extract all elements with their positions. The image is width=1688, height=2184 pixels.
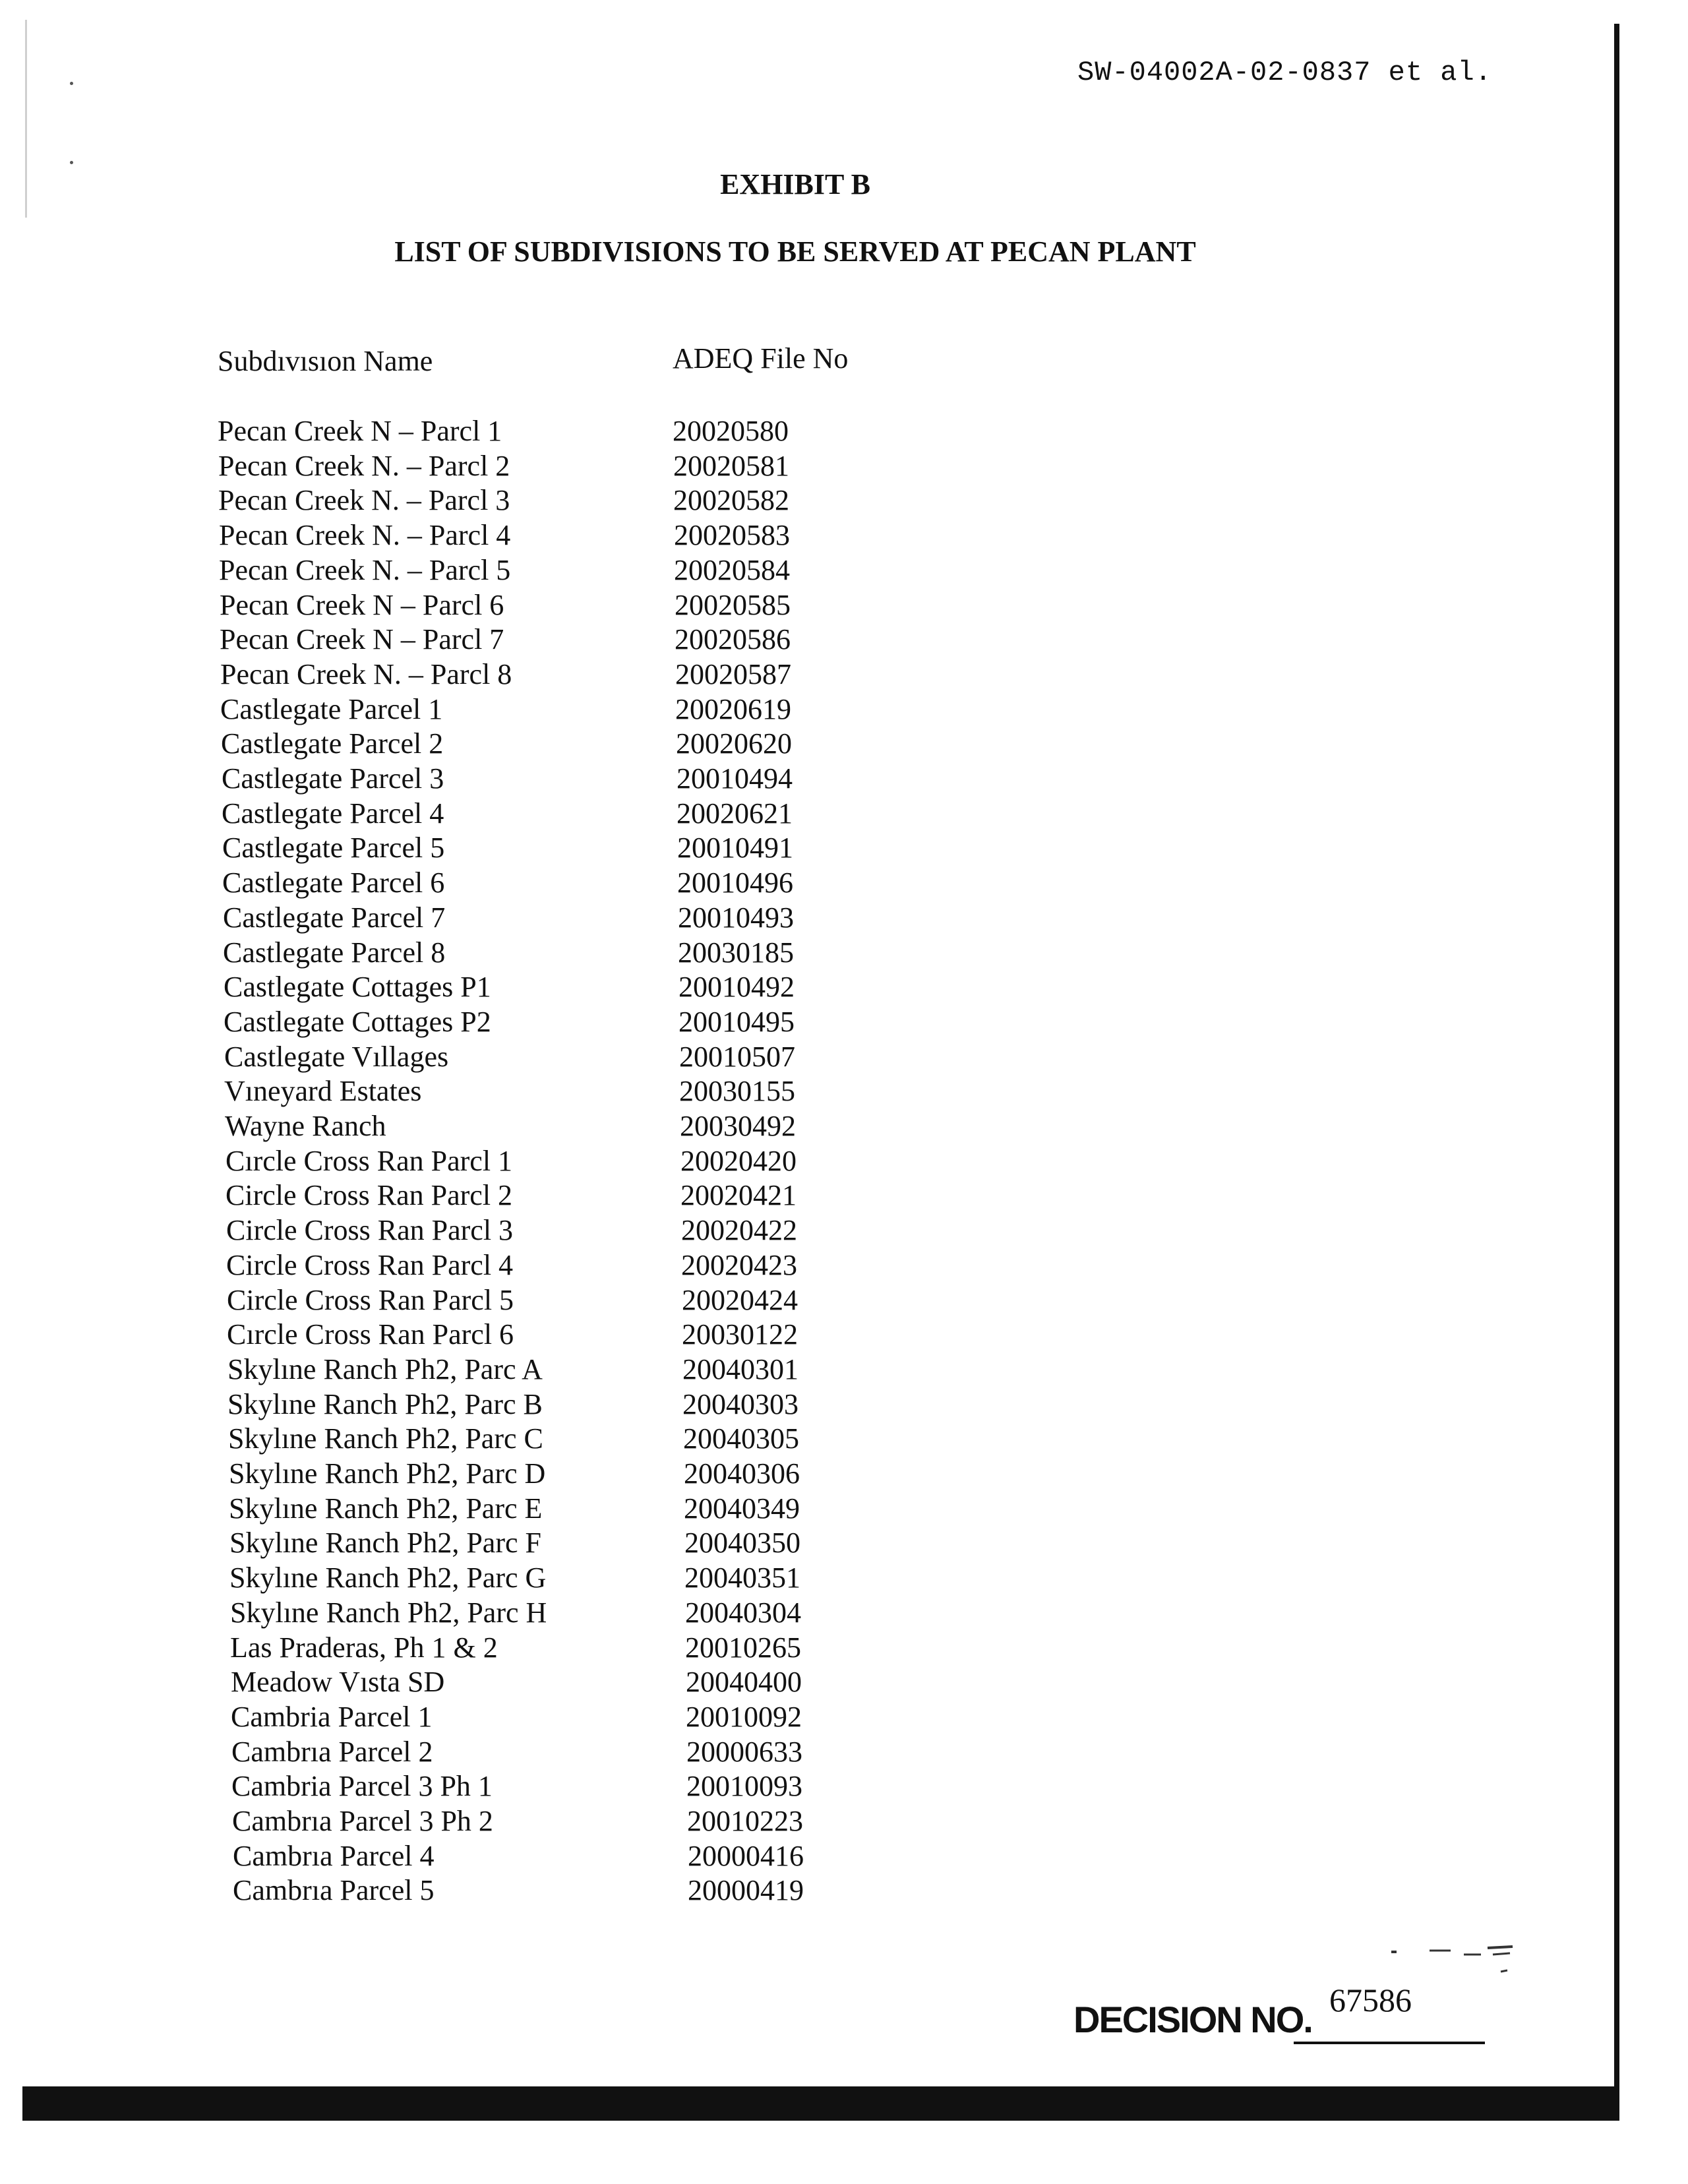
subdivision-name: Castlegate Parcel 3 xyxy=(222,762,444,795)
subdivision-name: Cambrıa Parcel 5 xyxy=(233,1874,435,1906)
adeq-file-number: 20040349 xyxy=(684,1492,800,1525)
subdivision-name: Cırcle Cross Ran Parcl 6 xyxy=(227,1318,514,1350)
table-row xyxy=(220,657,1077,692)
adeq-file-number: 20030155 xyxy=(679,1075,795,1107)
table-row xyxy=(226,1213,1083,1248)
adeq-file-number: 20040400 xyxy=(686,1666,802,1698)
subdivision-name: Castlegate Cottages P2 xyxy=(224,1006,491,1038)
table-row xyxy=(222,762,1079,796)
subdivision-name: Circle Cross Ran Parcl 5 xyxy=(227,1284,514,1316)
scan-right-border xyxy=(1614,24,1619,2121)
subdivision-name: Pecan Creek N – Parcl 1 xyxy=(218,415,502,447)
adeq-file-number: 20010495 xyxy=(678,1006,795,1038)
subdivision-name: Cambria Parcel 3 Ph 1 xyxy=(231,1770,493,1802)
scan-speck xyxy=(70,161,73,164)
table-row xyxy=(227,1283,1084,1318)
subdivision-name: Pecan Creek N. – Parcl 2 xyxy=(218,450,510,482)
table-row xyxy=(231,1665,1088,1699)
table-row xyxy=(229,1492,1086,1526)
table-row xyxy=(223,901,1080,935)
adeq-file-number: 20040303 xyxy=(682,1388,799,1420)
subdivision-name: Castlegate Cottages P1 xyxy=(224,971,491,1003)
table-row xyxy=(222,866,1079,900)
subdivision-name: Wayne Ranch xyxy=(225,1110,386,1142)
table-row xyxy=(220,588,1077,622)
subdivision-name: Castlegate Parcel 5 xyxy=(222,832,445,864)
table-row xyxy=(218,483,1075,518)
adeq-file-number: 20020422 xyxy=(681,1214,797,1246)
table-row xyxy=(218,449,1075,483)
table-row xyxy=(220,622,1077,657)
adeq-file-number: 20020620 xyxy=(676,727,792,760)
table-row xyxy=(233,1873,1090,1908)
table-row xyxy=(229,1526,1087,1560)
adeq-file-number: 20020423 xyxy=(681,1249,797,1281)
adeq-file-number: 20010496 xyxy=(677,866,793,899)
subdivision-name: Skylıne Ranch Ph2, Parc A xyxy=(227,1353,543,1385)
adeq-file-number: 20020585 xyxy=(675,589,791,621)
table-row xyxy=(222,797,1079,831)
subdivision-name: Cambrıa Parcel 3 Ph 2 xyxy=(232,1805,493,1837)
scan-speck xyxy=(70,82,73,85)
decision-number: 67586 xyxy=(1329,1982,1412,2018)
adeq-file-number: 20020621 xyxy=(677,797,793,830)
exhibit-title: EXHIBIT B xyxy=(720,168,870,200)
adeq-file-number: 20020619 xyxy=(675,693,791,725)
table-row xyxy=(218,414,1075,448)
table-row xyxy=(219,518,1076,553)
subdivision-name: Cambria Parcel 1 xyxy=(231,1701,433,1733)
adeq-file-number: 20020586 xyxy=(675,623,791,655)
table-row xyxy=(226,1144,1083,1178)
adeq-file-number: 20020582 xyxy=(673,484,789,516)
table-row xyxy=(231,1735,1089,1769)
subdivision-name: Skylıne Ranch Ph2, Parc G xyxy=(229,1562,547,1594)
subdivision-name: Vıneyard Estates xyxy=(224,1075,422,1107)
adeq-file-number: 20020424 xyxy=(682,1284,798,1316)
adeq-file-number: 20040305 xyxy=(683,1422,799,1455)
subdivision-name: Castlegate Parcel 4 xyxy=(222,797,444,830)
subdivision-name: Castlegate Parcel 7 xyxy=(223,901,446,934)
subdivision-name: Skylıne Ranch Ph2, Parc H xyxy=(230,1596,547,1629)
adeq-file-number: 20020587 xyxy=(675,658,791,690)
subdivision-name: Castlegate Vıllages xyxy=(224,1041,449,1073)
adeq-file-number: 20010507 xyxy=(679,1041,795,1073)
adeq-file-number: 20030185 xyxy=(678,936,794,969)
table-row xyxy=(222,831,1079,865)
subdivision-name: Skylıne Ranch Ph2, Parc C xyxy=(228,1422,543,1455)
subdivision-name: Pecan Creek N. – Parcl 8 xyxy=(220,658,512,690)
subdivision-name: Pecan Creek N. – Parcl 5 xyxy=(219,554,511,586)
subdivision-name: Skylıne Ranch Ph2, Parc E xyxy=(229,1492,543,1525)
subdivision-name: Cırcle Cross Ran Parcl 1 xyxy=(226,1145,513,1177)
table-row xyxy=(220,692,1077,727)
table-row xyxy=(229,1561,1087,1595)
adeq-file-number: 20000419 xyxy=(688,1874,804,1906)
adeq-file-number: 20010493 xyxy=(678,901,794,934)
adeq-file-number: 20000416 xyxy=(688,1840,804,1872)
case-number: SW-04002A-02-0837 et al. xyxy=(1077,57,1492,88)
table-row xyxy=(230,1596,1087,1630)
adeq-file-number: 20010491 xyxy=(677,832,793,864)
subdivision-name: Cambrıa Parcel 2 xyxy=(231,1736,433,1768)
subdivision-name: Skylıne Ranch Ph2, Parc D xyxy=(229,1457,546,1490)
table-row xyxy=(224,1005,1081,1039)
adeq-file-number: 20010265 xyxy=(685,1631,801,1664)
adeq-file-number: 20010492 xyxy=(678,971,795,1003)
table-row xyxy=(231,1700,1088,1734)
list-title: LIST OF SUBDIVISIONS TO BE SERVED AT PECAN PLANT xyxy=(394,235,1196,268)
adeq-file-number: 20030492 xyxy=(680,1110,796,1142)
adeq-file-number: 20020580 xyxy=(673,415,789,447)
scan-bottom-bar xyxy=(22,2086,1619,2121)
adeq-file-number: 20020581 xyxy=(673,450,789,482)
table-row xyxy=(227,1352,1085,1387)
adeq-file-number: 20040301 xyxy=(682,1353,799,1385)
decision-underline xyxy=(1294,2042,1485,2044)
table-row xyxy=(219,553,1076,588)
decision-label: DECISION NO. xyxy=(1073,1999,1312,2040)
adeq-file-number: 20020584 xyxy=(674,554,790,586)
adeq-file-number: 20000633 xyxy=(686,1736,802,1768)
adeq-file-number: 20010093 xyxy=(686,1770,802,1802)
subdivision-name: Pecan Creek N – Parcl 7 xyxy=(220,623,504,655)
adeq-file-number: 20020420 xyxy=(680,1145,797,1177)
subdivision-name: Pecan Creek N. – Parcl 3 xyxy=(218,484,510,516)
table-row xyxy=(233,1839,1090,1873)
table-row xyxy=(227,1387,1085,1422)
table-row xyxy=(232,1804,1089,1838)
adeq-file-number: 20010223 xyxy=(687,1805,803,1837)
adeq-file-number: 20010494 xyxy=(677,762,793,795)
adeq-file-number: 20040304 xyxy=(685,1596,801,1629)
table-row xyxy=(224,1074,1081,1108)
subdivision-name: Cambrıa Parcel 4 xyxy=(233,1840,435,1872)
table-row xyxy=(224,1040,1081,1074)
column-header-subdivision-name: Subdıvısıon Name xyxy=(218,345,433,377)
subdivision-name: Circle Cross Ran Parcl 2 xyxy=(226,1179,513,1211)
table-row xyxy=(231,1769,1089,1804)
subdivision-name: Pecan Creek N – Parcl 6 xyxy=(220,589,504,621)
subdivision-name: Castlegate Parcel 8 xyxy=(223,936,446,969)
subdivision-name: Circle Cross Ran Parcl 4 xyxy=(226,1249,514,1281)
adeq-file-number: 20010092 xyxy=(686,1701,802,1733)
table-row xyxy=(226,1178,1083,1213)
adeq-file-number: 20040351 xyxy=(684,1562,800,1594)
subdivision-name: Castlegate Parcel 6 xyxy=(222,866,445,899)
subdivision-name: Circle Cross Ran Parcl 3 xyxy=(226,1214,514,1246)
adeq-file-number: 20020583 xyxy=(674,519,790,551)
adeq-file-number: 20030122 xyxy=(682,1318,798,1350)
adeq-file-number: 20020421 xyxy=(680,1179,797,1211)
subdivision-name: Las Praderas, Ph 1 & 2 xyxy=(230,1631,498,1664)
subdivision-name: Castlegate Parcel 2 xyxy=(221,727,444,760)
table-row xyxy=(228,1422,1085,1456)
subdivision-name: Skylıne Ranch Ph2, Parc F xyxy=(229,1527,541,1559)
subdivision-name: Skylıne Ranch Ph2, Parc B xyxy=(227,1388,543,1420)
table-row xyxy=(224,970,1081,1004)
subdivision-name: Castlegate Parcel 1 xyxy=(220,693,443,725)
table-row xyxy=(230,1631,1087,1665)
column-header-adeq-file-no: ADEQ File No xyxy=(673,342,849,375)
subdivision-name: Pecan Creek N. – Parcl 4 xyxy=(219,519,511,551)
table-row xyxy=(229,1457,1086,1491)
table-row xyxy=(225,1109,1082,1143)
adeq-file-number: 20040306 xyxy=(684,1457,800,1490)
table-row xyxy=(227,1318,1084,1352)
adeq-file-number: 20040350 xyxy=(684,1527,800,1559)
table-row xyxy=(226,1248,1083,1283)
table-row xyxy=(223,936,1080,970)
table-row xyxy=(221,727,1078,761)
subdivision-name: Meadow Vısta SD xyxy=(231,1666,445,1698)
